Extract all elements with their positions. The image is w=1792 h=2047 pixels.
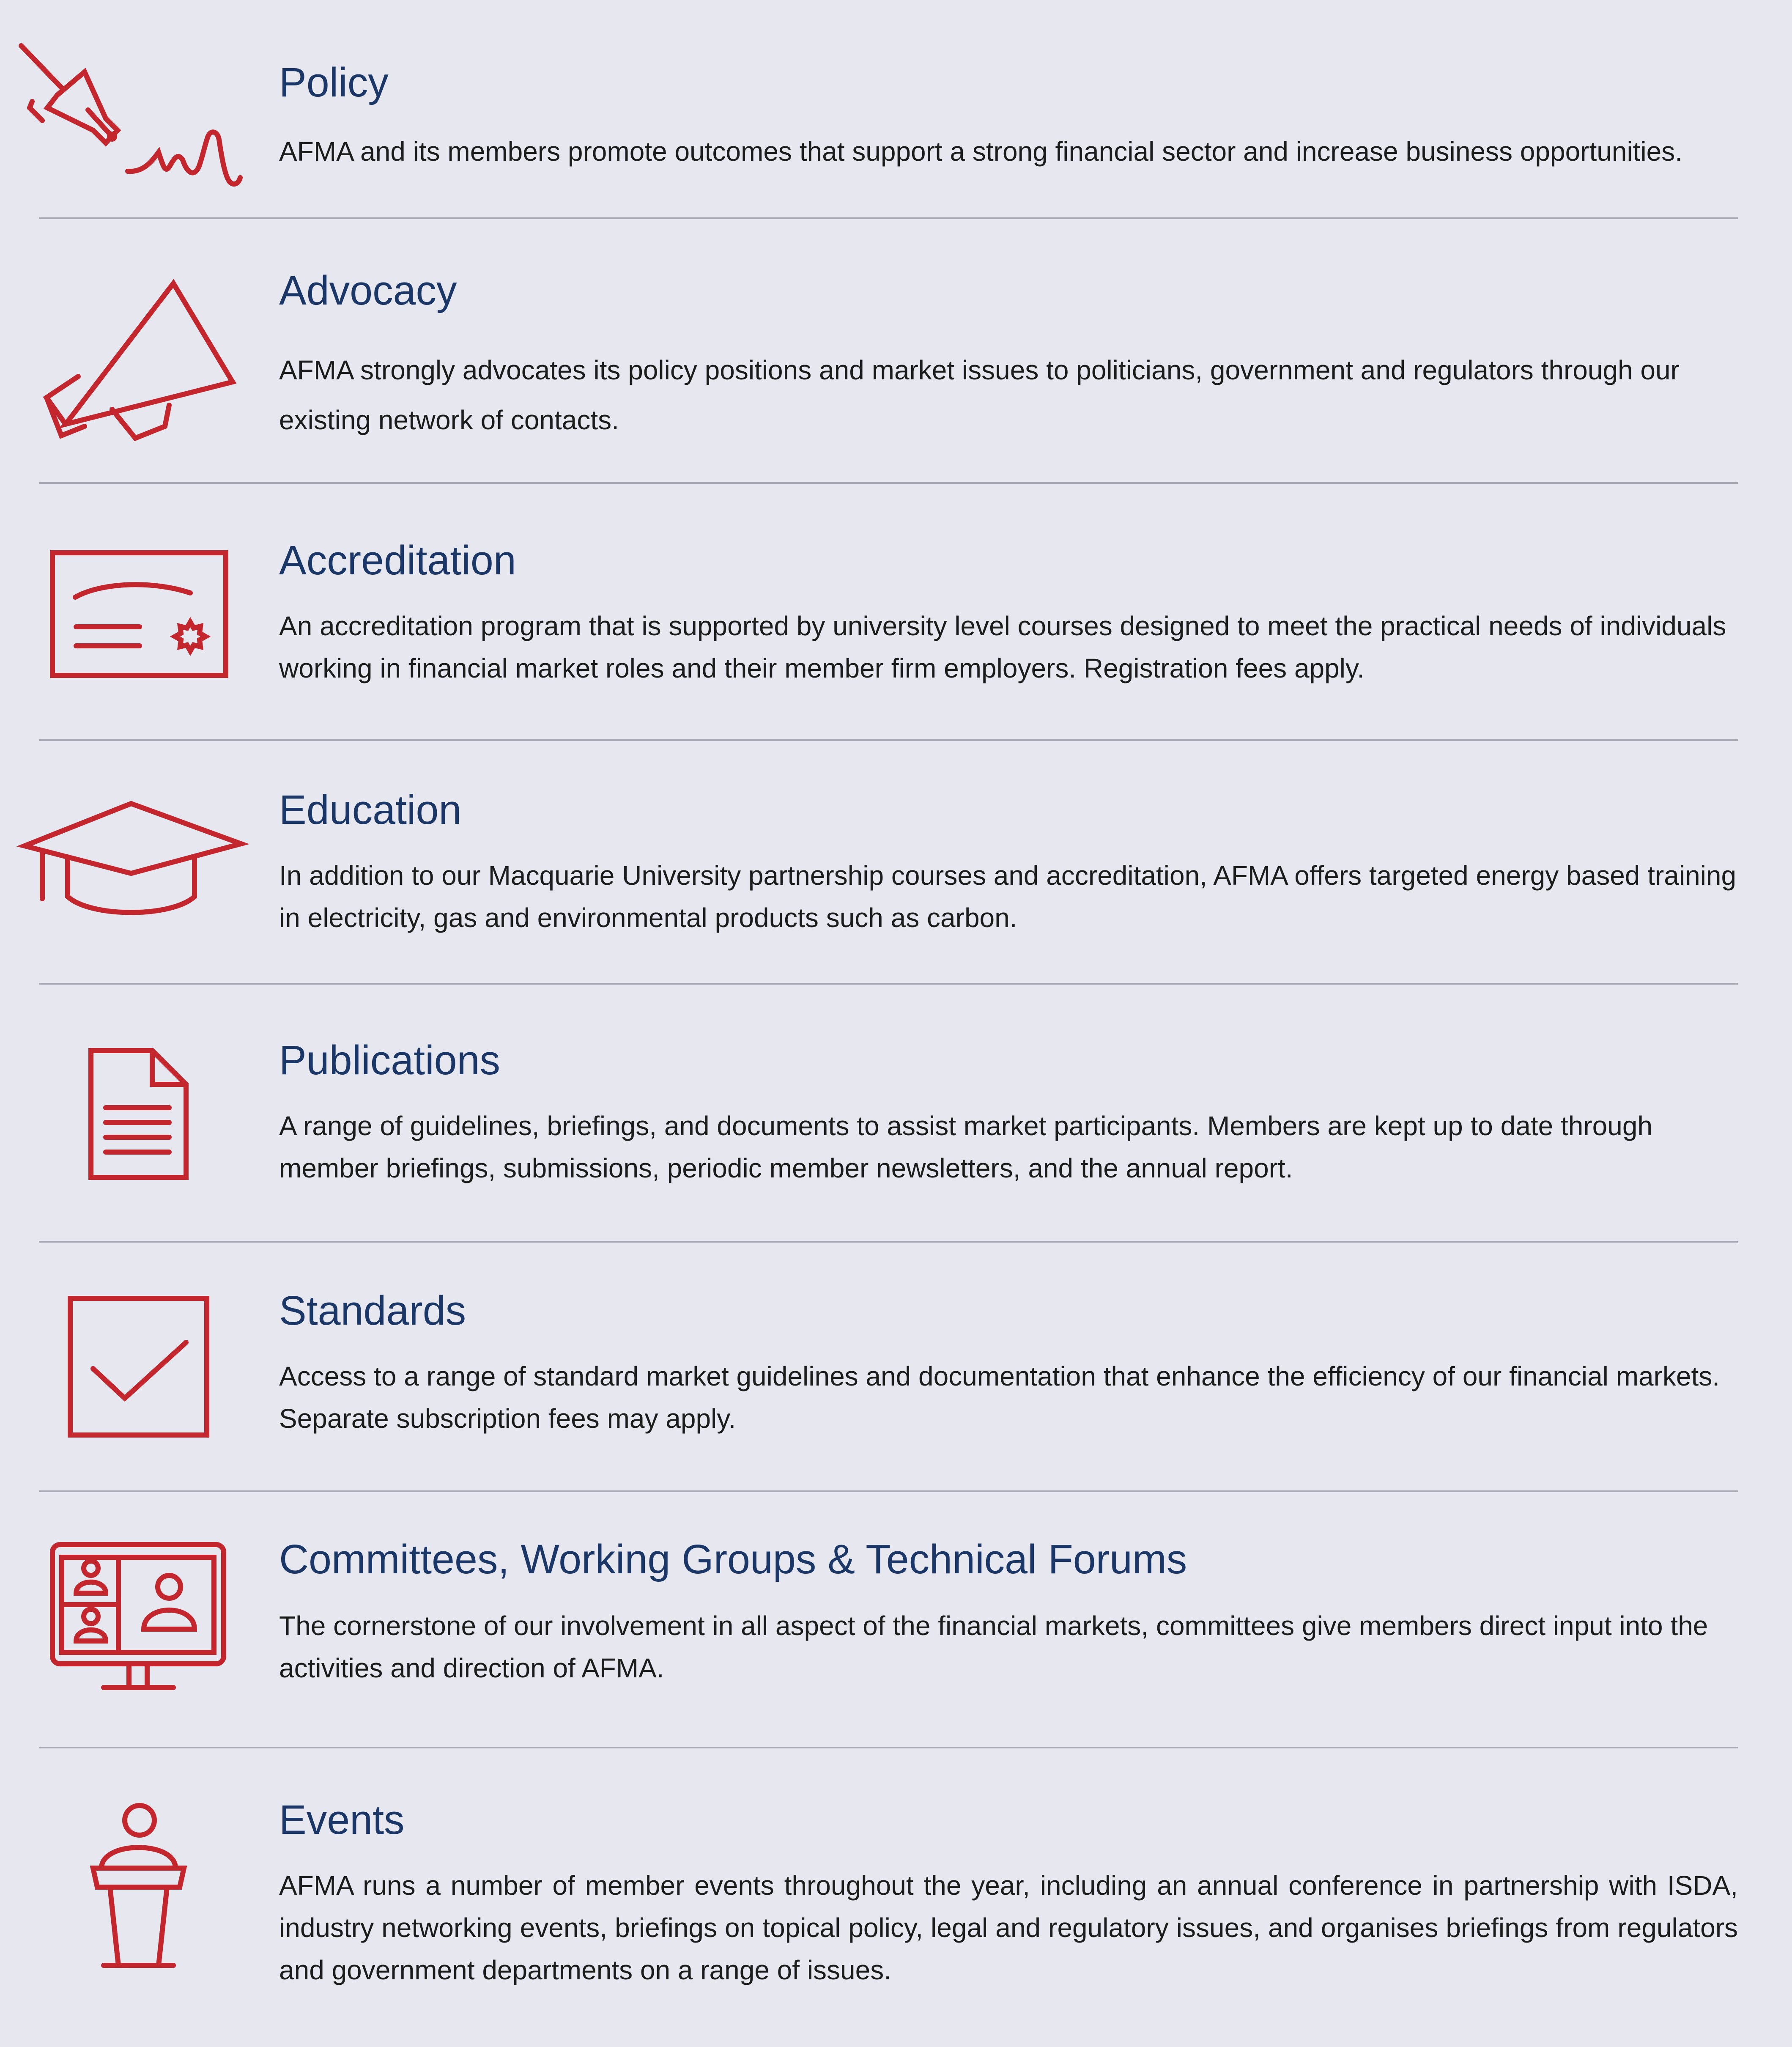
section-text-education: In addition to our Macquarie University partnership courses and accreditation, AFMA offers targeted energy based training in electricity, gas and environmental products such as carbon. [279, 860, 1737, 933]
fountain-pen-icon [17, 38, 254, 190]
section-text-committees: The cornerstone of our involvement in all aspect of the financial markets, committees give members direct input into the activities and direction of AFMA. [279, 1611, 1708, 1683]
podium-speaker-icon [17, 1803, 254, 1980]
section-text-advocacy: AFMA strongly advocates its policy positions and market issues to politicians, government and regulators through our existing network of contacts. [279, 355, 1680, 435]
document-icon [17, 1051, 254, 1186]
section-title-education: Education [279, 787, 462, 833]
section-advocacy [0, 219, 1792, 483]
section-text-events: AFMA runs a number of member events throughout the year, including an annual conference in partnership with ISDA, industry networking events, briefings on topical policy, legal and regulatory issues, and organises briefings from regulators and government departments on a range of issues. [279, 1870, 1738, 1985]
section-title-policy: Policy [279, 59, 389, 105]
section-text-standards: Access to a range of standard market guidelines and documentation that enhance the efficiency of our financial markets. Separate subscription fees may apply. [279, 1361, 1720, 1434]
section-text-publications: A range of guidelines, briefings, and documents to assist market participants. Members are kept up to date through member briefings, submissions, periodic member newsletters, and the annual report. [279, 1111, 1653, 1183]
checkbox-icon [17, 1297, 254, 1441]
certificate-icon [17, 553, 254, 680]
section-title-standards: Standards [279, 1287, 466, 1334]
section-title-accreditation: Accreditation [279, 537, 516, 583]
section-education [0, 740, 1792, 984]
section-accreditation [0, 483, 1792, 740]
section-title-events: Events [279, 1797, 405, 1843]
section-events [0, 1748, 1792, 2047]
graduation-cap-icon [17, 804, 254, 930]
section-committees [0, 1491, 1792, 1748]
section-title-advocacy: Advocacy [279, 267, 457, 313]
section-title-publications: Publications [279, 1037, 501, 1083]
megaphone-icon [17, 278, 254, 447]
section-publications [0, 984, 1792, 1242]
section-standards [0, 1242, 1792, 1491]
section-text-policy: AFMA and its members promote outcomes that support a strong financial sector and increase business opportunities. [279, 136, 1683, 167]
video-conference-monitor-icon [17, 1545, 254, 1697]
section-title-committees: Committees, Working Groups & Technical Forums [279, 1536, 1187, 1582]
section-policy [0, 0, 1792, 219]
section-text-accreditation: An accreditation program that is supported by university level courses designed to meet the practical needs of individuals working in financial market roles and their member firm employers. Registration fees apply. [279, 611, 1726, 683]
